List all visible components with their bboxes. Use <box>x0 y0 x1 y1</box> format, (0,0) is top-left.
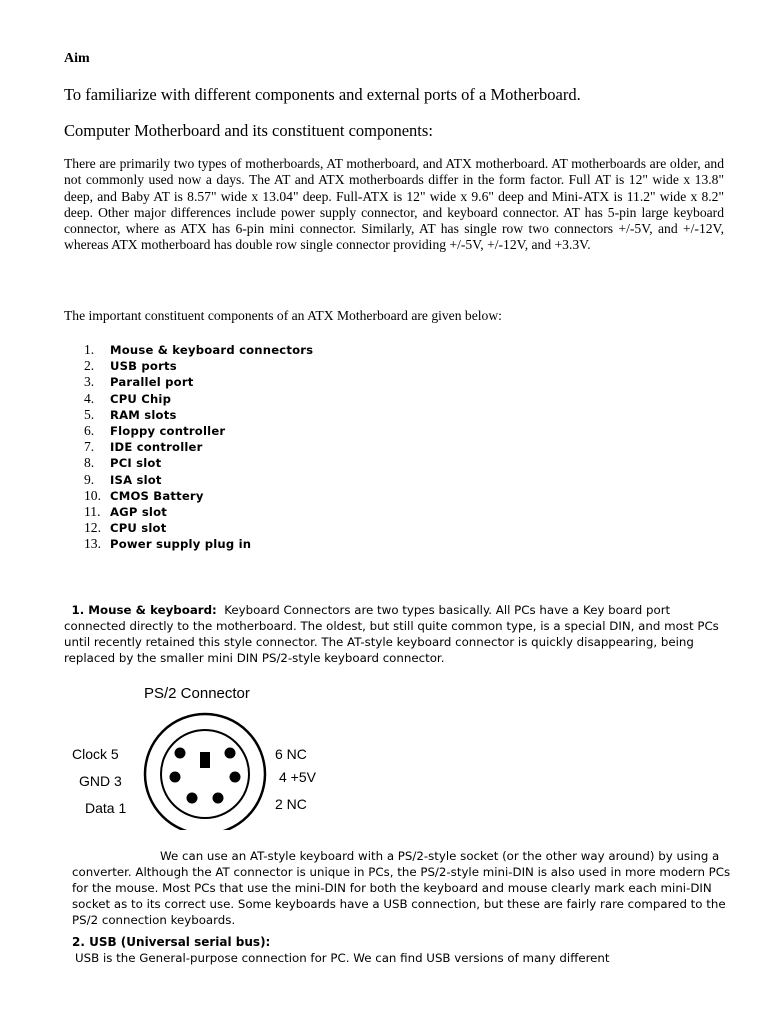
converter-paragraph <box>72 848 732 928</box>
label-data: Data 1 <box>85 800 127 816</box>
list-number: 4. <box>84 390 95 406</box>
list-label: AGP slot <box>110 504 168 519</box>
list-number: 12. <box>84 520 101 536</box>
list-label: Mouse & keyboard connectors <box>110 343 314 357</box>
ps2-connector-diagram <box>66 680 366 830</box>
usb-text: USB is the General-purpose connection for PC. We can find USB versions of many different <box>75 951 610 965</box>
usb-heading: 2. USB (Universal serial bus): <box>72 935 271 949</box>
mouse-keyboard-heading: 1. Mouse & keyboard: <box>71 603 217 617</box>
aim-heading: Aim <box>64 51 90 66</box>
list-label: CMOS Battery <box>110 488 204 503</box>
list-number: 8. <box>84 455 95 471</box>
list-number: 3. <box>84 374 95 390</box>
pin-2 <box>213 793 224 804</box>
pin-5 <box>175 748 186 759</box>
list-intro: The important constituent components of an ATX Motherboard are given below: <box>64 308 502 323</box>
list-label: ISA slot <box>110 472 162 487</box>
list-number: 10. <box>84 487 101 503</box>
list-number: 5. <box>84 406 95 422</box>
label-gnd: GND 3 <box>79 773 122 789</box>
intro-paragraph: There are primarily two types of motherboards, AT motherboard, and ATX motherboard. AT motherboards are older, and not commonly used now a days. The AT and ATX motherboards differ in the form factor. Full AT is 12" wide x 13.8" deep, and Baby AT is 8.57" wide x 13.04" deep. Full-ATX is 12" wide x 9.6" deep and Mini-ATX is 11.2" wide x 8.2" deep. Other major differences include power supply connector, and keyboard connector. AT has 5-pin large keyboard connector, where as ATX has 6-pin mini connector. Similarly, AT has single row two connectors +/-5V, and +/-12V, whereas ATX motherboard has double row single connector providing +/-5V, +/-12V, and +3.3V. <box>64 156 724 253</box>
mouse-keyboard-text: Keyboard Connectors are two types basically. All PCs have a Key board port connected directly to the motherboard. The oldest, but still quite common type, is a special DIN, and most PCs until recently retained this style connector. The AT-style keyboard connector is quickly disappearing, being replaced by the smaller mini DIN PS/2-style keyboard connector. <box>64 603 719 665</box>
list-number: 11. <box>84 503 101 519</box>
components-heading: Computer Motherboard and its constituent components: <box>64 121 433 140</box>
label-nc-6: 6 NC <box>275 746 307 762</box>
pin-4 <box>230 772 241 783</box>
list-number: 9. <box>84 471 95 487</box>
list-label: Power supply plug in <box>110 537 252 552</box>
ps2-title: PS/2 Connector <box>144 685 250 702</box>
purpose-statement: To familiarize with different components and external ports of a Motherboard. <box>64 85 581 104</box>
list-label: Parallel port <box>110 375 194 390</box>
converter-text: We can use an AT-style keyboard with a PS/2-style socket (or the other way around) by using a converter. Although the AT connector is unique in PCs, the PS/2-style mini-DIN is also used in more modern PCs for the mouse. Most PCs that use the mini-DIN for both the keyboard and mouse clearly mark each mini-DIN socket as to its correct use. Some keyboards have a USB connection, but these are fairly rare compared to the PS/2 connection keyboards. <box>72 849 731 927</box>
list-number: 1. <box>84 342 95 357</box>
list-number: 7. <box>84 439 95 455</box>
label-nc-2: 2 NC <box>275 796 307 812</box>
label-clock: Clock 5 <box>72 746 119 762</box>
pin-1 <box>187 793 198 804</box>
pin-6 <box>225 748 236 759</box>
list-number: 13. <box>84 536 101 552</box>
list-label: CPU Chip <box>110 391 172 406</box>
list-label: USB ports <box>110 359 177 374</box>
list-number: 6. <box>84 422 95 438</box>
label-vcc: 4 +5V <box>279 769 316 785</box>
list-label: Floppy controller <box>110 423 226 438</box>
mouse-keyboard-section <box>64 602 726 666</box>
pin-3 <box>170 772 181 783</box>
list-label: IDE controller <box>110 440 203 455</box>
connector-body-icon <box>145 714 265 830</box>
list-label: PCI slot <box>110 456 162 471</box>
list-label: CPU slot <box>110 521 167 536</box>
key-notch <box>200 752 210 768</box>
list-label: RAM slots <box>110 407 177 422</box>
list-number: 2. <box>84 358 95 374</box>
